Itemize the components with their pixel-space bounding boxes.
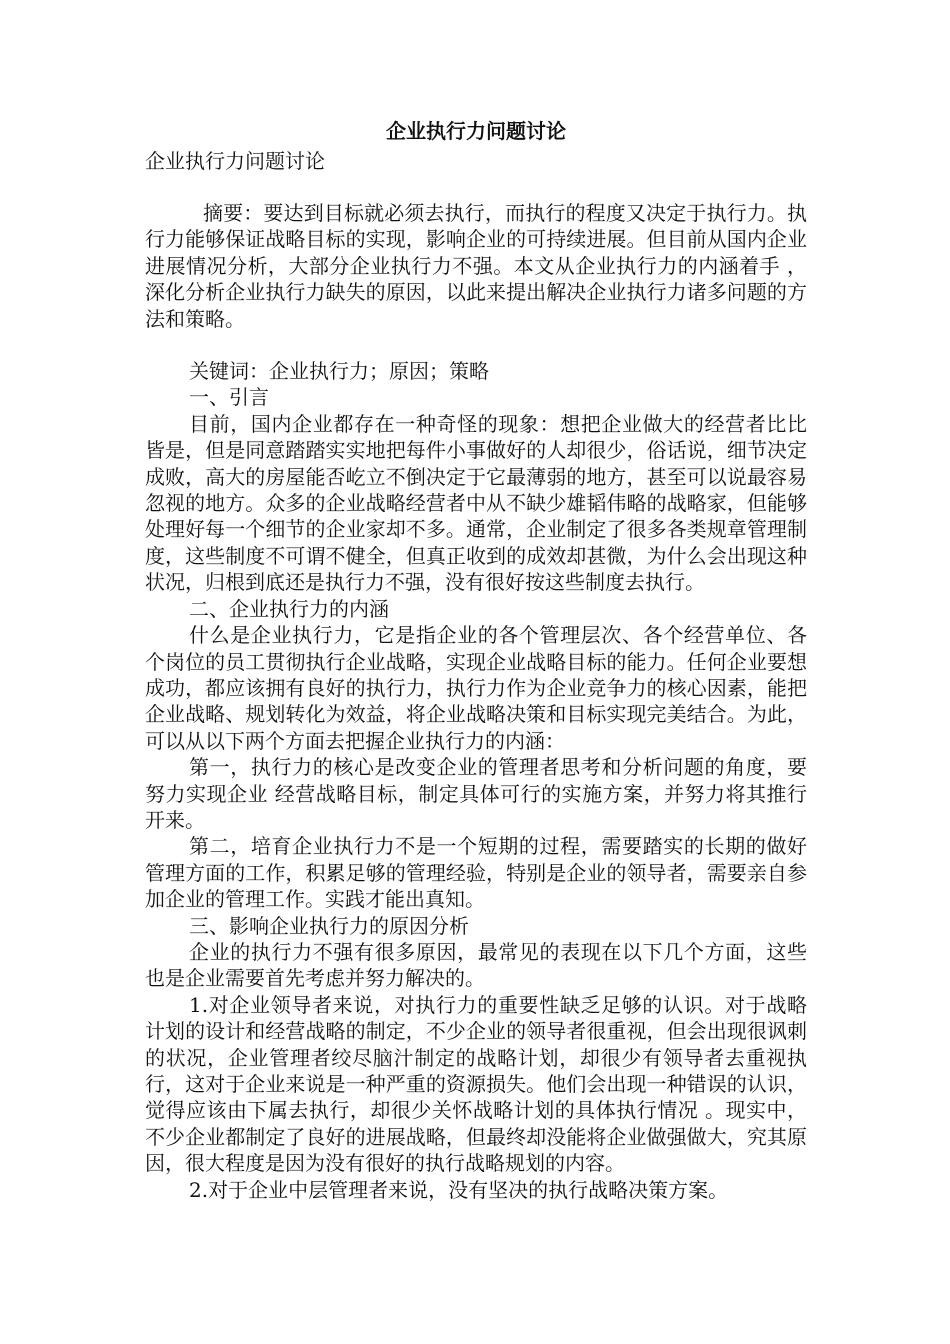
section-heading-introduction: 一、引言 (189, 385, 269, 410)
keywords-line: 关键词：企业执行力；原因；策略 (189, 359, 489, 384)
body-paragraph: 第一，执行力的核心是改变企业的管理者思考和分析问题的角度，要努力实现企业 经营战略目标，制定具体可行的实施方案，并努力将其推行开来。 (145, 755, 807, 832)
body-paragraph: 第二，培育企业执行力不是一个短期的过程，需要踏实的长期的做好管理方面的工作，积累足够的管理经验，特别是企业的领导者，需要亲自参加企业的管理工作。实践才能出真知。 (145, 834, 807, 912)
abstract-paragraph: 摘要：要达到目标就必须去执行，而执行的程度又决定于执行力。执行力能够保证战略目标的实现，影响企业的可持续进展。但目前从国内企业进展情况分析，大部分企业执行力不强。本文从企业执行力的内涵着手 ，深化分析企业执行力缺失的原因，以此来提出解决企业执行力诸多问题的方法和策略。 (145, 201, 807, 331)
body-paragraph: 1.对企业领导者来说，对执行力的重要性缺乏足够的认识。对于战略计划的设计和经营战略的制定，不少企业的领导者很重视，但会出现很讽刺的状况，企业管理者绞尽脑汁制定的战略计划，却很少有领导者去重视执行，这对于企业来说是一种严重的资源损失。他们会出现一种错误的认识，觉得应该由下属去执行，却很少关怀战略计划的具体执行情况 。现实中，不少企业都制定了良好的进展战略，但最终却没能将企业做强做大，究其原因，很大程度是因为没有很好的执行战略规划的内容。 (145, 992, 807, 1176)
document-title: 企业执行力问题讨论 (386, 119, 566, 143)
document-subtitle: 企业执行力问题讨论 (145, 149, 325, 173)
section-heading-connotation: 二、企业执行力的内涵 (189, 596, 389, 621)
section-heading-causes: 三、影响企业执行力的原因分析 (189, 913, 469, 938)
body-paragraph: 2.对于企业中层管理者来说，没有坚决的执行战略决策方案。 (189, 1177, 729, 1202)
body-paragraph: 企业的执行力不强有很多原因，最常见的表现在以下几个方面，这些也是企业需要首先考虑并努力解决的。 (145, 939, 807, 991)
body-paragraph: 目前，国内企业都存在一种奇怪的现象：想把企业做大的经营者比比皆是，但是同意踏踏实实地把每件小事做好的人却很少，俗话说，细节决定成败，高大的房屋能否屹立不倒决定于它最薄弱的地方，甚至可以说最容易忽视的地方。众多的企业战略经营者中从不缺少雄韬伟略的战略家，但能够处理好每一个细节的企业家却不多。通常，企业制定了很多各类规章管理制度，这些制度不可谓不健全，但真正收到的成效却甚微，为什么会出现这种状况，归根到底还是执行力不强，没有很好按这些制度去执行。 (145, 411, 807, 595)
body-paragraph: 什么是企业执行力，它是指企业的各个管理层次、各个经营单位、各个岗位的员工贯彻执行企业战略，实现企业战略目标的能力。任何企业要想成功，都应该拥有良好的执行力，执行力作为企业竞争力的核心因素，能把企业战略、规划转化为效益，将企业战略决策和目标实现完美结合。为此，可以从以下两个方面去把握企业执行力的内涵： (145, 623, 807, 753)
document-page (145, 118, 807, 1203)
